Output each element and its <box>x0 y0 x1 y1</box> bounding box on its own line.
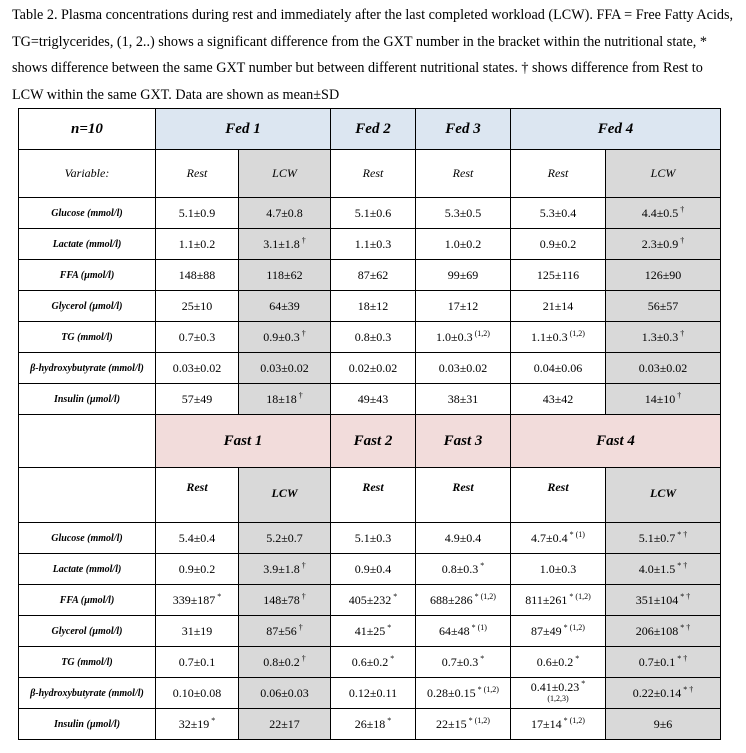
value-cell <box>416 709 511 740</box>
cell-value: 4.4±0.5 <box>641 205 679 220</box>
value-cell <box>511 709 606 740</box>
cell-value: 9±6 <box>653 716 673 731</box>
variable-name: Lactate (mmol/l) <box>19 229 156 260</box>
value-cell <box>416 678 511 709</box>
value-cell <box>156 260 239 291</box>
cell-annotation: * † <box>678 591 691 601</box>
cell-annotation: † <box>299 328 306 338</box>
cell-annotation: † <box>299 235 306 245</box>
cell-value: 5.3±0.5 <box>444 205 482 220</box>
cell-value: 3.1±1.8 <box>263 236 300 251</box>
fed-group-header: Fed 4 <box>511 109 721 150</box>
value-cell <box>416 322 511 353</box>
column-subheader: Rest <box>511 468 606 523</box>
subheader-row <box>19 150 721 198</box>
cell-annotation: † <box>678 328 685 338</box>
cell-annotation: * <box>388 653 395 663</box>
column-subheader: Rest <box>416 468 511 523</box>
fed-group-header: Fed 2 <box>331 109 416 150</box>
cell-value: 5.3±0.4 <box>539 205 577 220</box>
table-row <box>19 322 721 353</box>
cell-value: 1.1±0.3 <box>531 329 568 344</box>
value-cell <box>239 554 331 585</box>
cell-value: 26±18 <box>354 716 386 731</box>
value-cell <box>156 322 239 353</box>
value-cell <box>416 353 511 384</box>
cell-value: 17±12 <box>447 298 479 313</box>
cell-value: 4.7±0.4 <box>531 530 568 545</box>
table-row <box>19 647 721 678</box>
cell-annotation: † <box>678 204 685 214</box>
table-row <box>19 616 721 647</box>
table-row <box>19 353 721 384</box>
value-cell <box>331 322 416 353</box>
value-cell <box>511 554 606 585</box>
cell-value: 1.0±0.3 <box>539 561 577 576</box>
cell-value: 87±49 <box>531 623 562 638</box>
value-cell <box>156 678 239 709</box>
cell-value: 0.7±0.3 <box>178 329 216 344</box>
value-cell <box>511 229 606 260</box>
cell-annotation: * (1) <box>469 622 487 632</box>
cell-value: 0.41±0.23 <box>530 680 580 694</box>
cell-annotation: * † <box>678 622 691 632</box>
value-cell <box>156 353 239 384</box>
cell-value: 0.9±0.3 <box>263 329 300 344</box>
cell-value: 1.3±0.3 <box>641 329 679 344</box>
cell-value: 21±14 <box>542 298 574 313</box>
variable-label: Variable: <box>19 150 156 198</box>
value-cell <box>511 322 606 353</box>
table-row <box>19 709 721 740</box>
column-subheader: Rest <box>331 150 416 198</box>
n-label <box>19 415 156 468</box>
cell-value: 17±14 <box>531 716 562 731</box>
value-cell <box>416 585 511 616</box>
fast-group-header: Fast 2 <box>331 415 416 468</box>
value-cell <box>511 523 606 554</box>
value-cell <box>331 198 416 229</box>
cell-value: 0.03±0.02 <box>260 360 309 375</box>
table-row <box>19 229 721 260</box>
cell-value: 3.9±1.8 <box>263 561 300 576</box>
cell-value: 5.1±0.3 <box>354 530 392 545</box>
table-row <box>19 585 721 616</box>
cell-value: 126±90 <box>644 267 682 282</box>
plasma-table <box>18 108 721 740</box>
value-cell <box>239 198 331 229</box>
variable-name: FFA (µmol/l) <box>19 260 156 291</box>
cell-value: 688±286 <box>430 592 473 607</box>
value-cell <box>156 554 239 585</box>
value-cell <box>331 709 416 740</box>
cell-annotation: † <box>299 560 306 570</box>
value-cell <box>239 384 331 415</box>
table-row <box>19 523 721 554</box>
n-label: n=10 <box>19 109 156 150</box>
cell-value: 22±17 <box>269 716 300 731</box>
cell-annotation: * <box>579 679 586 688</box>
cell-value: 0.8±0.3 <box>354 329 392 344</box>
cell-annotation: † <box>296 622 303 632</box>
cell-annotation: * (1,2) <box>567 591 591 601</box>
cell-value: 0.9±0.2 <box>539 236 577 251</box>
value-cell <box>606 229 721 260</box>
cell-value: 87±62 <box>357 267 389 282</box>
value-cell <box>239 616 331 647</box>
column-subheader: Rest <box>331 468 416 523</box>
variable-name: Insulin (µmol/l) <box>19 709 156 740</box>
value-cell <box>239 353 331 384</box>
value-cell <box>511 260 606 291</box>
value-cell <box>239 260 331 291</box>
cell-value: 1.1±0.2 <box>178 236 216 251</box>
value-cell <box>606 616 721 647</box>
cell-annotation: * (1,2) <box>561 715 585 725</box>
cell-annotation-line2: (1,2,3) <box>547 694 569 703</box>
cell-value: 1.0±0.2 <box>444 236 482 251</box>
fast-group-header: Fast 4 <box>511 415 721 468</box>
value-cell <box>416 260 511 291</box>
cell-value: 18±18 <box>266 391 297 406</box>
value-cell <box>239 291 331 322</box>
value-cell <box>606 384 721 415</box>
cell-value: 5.1±0.6 <box>354 205 392 220</box>
table-row <box>19 198 721 229</box>
fed-group-row <box>19 109 721 150</box>
value-cell <box>511 353 606 384</box>
cell-value: 1.1±0.3 <box>354 236 392 251</box>
cell-value: 0.9±0.2 <box>178 561 216 576</box>
cell-value: 339±187 <box>172 592 216 607</box>
value-cell <box>156 616 239 647</box>
cell-annotation: * † <box>681 684 694 694</box>
cell-value: 0.8±0.2 <box>263 654 300 669</box>
cell-value: 56±57 <box>647 298 679 313</box>
value-cell <box>511 198 606 229</box>
cell-value: 0.12±0.11 <box>348 685 398 700</box>
value-cell <box>331 554 416 585</box>
value-cell <box>416 291 511 322</box>
cell-value: 0.03±0.02 <box>172 360 222 375</box>
fed-group-header: Fed 3 <box>416 109 511 150</box>
value-cell <box>331 260 416 291</box>
fast-group-header: Fast 3 <box>416 415 511 468</box>
value-cell <box>239 709 331 740</box>
table-row <box>19 554 721 585</box>
cell-value: 0.03±0.02 <box>438 360 488 375</box>
value-cell <box>511 647 606 678</box>
table-row <box>19 260 721 291</box>
cell-annotation: * (1,2) <box>475 684 499 694</box>
cell-value: 405±232 <box>348 592 392 607</box>
column-subheader: LCW <box>239 150 331 198</box>
cell-value: 148±88 <box>178 267 216 282</box>
table-row <box>19 678 721 709</box>
value-cell <box>606 260 721 291</box>
value-cell <box>331 678 416 709</box>
value-cell <box>239 229 331 260</box>
variable-name: TG (mmol/l) <box>19 322 156 353</box>
cell-value: 0.04±0.06 <box>533 360 583 375</box>
cell-annotation: * † <box>675 529 688 539</box>
value-cell <box>156 709 239 740</box>
cell-value: 4.7±0.8 <box>266 205 303 220</box>
column-subheader: LCW <box>606 150 721 198</box>
column-subheader: Rest <box>156 468 239 523</box>
cell-value: 0.6±0.2 <box>351 654 389 669</box>
value-cell <box>156 523 239 554</box>
cell-value: 0.28±0.15 <box>427 685 476 700</box>
cell-value: 5.1±0.7 <box>638 530 676 545</box>
cell-value: 87±56 <box>266 623 297 638</box>
subheader-row <box>19 468 721 523</box>
cell-value: 25±10 <box>181 298 213 313</box>
value-cell <box>416 554 511 585</box>
value-cell <box>606 198 721 229</box>
cell-value: 118±62 <box>266 267 303 282</box>
variable-name: Glucose (mmol/l) <box>19 523 156 554</box>
fast-group-row <box>19 415 721 468</box>
value-cell <box>606 322 721 353</box>
value-cell <box>156 198 239 229</box>
table-row <box>19 384 721 415</box>
cell-value: 0.22±0.14 <box>632 685 682 700</box>
value-cell <box>331 291 416 322</box>
cell-value: 351±104 <box>635 592 679 607</box>
cell-value: 0.8±0.3 <box>441 561 479 576</box>
cell-annotation: * <box>478 560 485 570</box>
cell-value: 0.02±0.02 <box>348 360 398 375</box>
value-cell <box>511 678 606 709</box>
value-cell <box>239 647 331 678</box>
cell-annotation: * <box>209 715 216 725</box>
value-cell <box>606 709 721 740</box>
cell-annotation: * <box>385 622 392 632</box>
cell-annotation: * <box>391 591 398 601</box>
cell-annotation: (1,2) <box>567 328 585 338</box>
fast-group-header: Fast 1 <box>156 415 331 468</box>
column-subheader: Rest <box>511 150 606 198</box>
value-cell <box>331 585 416 616</box>
value-cell <box>156 291 239 322</box>
value-cell <box>606 353 721 384</box>
cell-value: 206±108 <box>635 623 679 638</box>
cell-value: 18±12 <box>357 298 389 313</box>
value-cell <box>416 384 511 415</box>
cell-value: 38±31 <box>447 391 479 406</box>
cell-annotation: * (1,2) <box>466 715 490 725</box>
variable-name: β-hydroxybutyrate (mmol/l) <box>19 678 156 709</box>
cell-annotation: * <box>573 653 580 663</box>
cell-value: 5.1±0.9 <box>178 205 216 220</box>
cell-annotation: * <box>478 653 485 663</box>
cell-annotation: † <box>299 591 306 601</box>
variable-name: β-hydroxybutyrate (mmol/l) <box>19 353 156 384</box>
value-cell <box>156 647 239 678</box>
variable-name: Glycerol (µmol/l) <box>19 291 156 322</box>
value-cell <box>416 198 511 229</box>
cell-value: 0.10±0.08 <box>172 685 222 700</box>
cell-annotation: † <box>299 653 306 663</box>
variable-name: FFA (µmol/l) <box>19 585 156 616</box>
value-cell <box>156 229 239 260</box>
cell-value: 5.4±0.4 <box>178 530 216 545</box>
cell-value: 1.0±0.3 <box>436 329 473 344</box>
cell-value: 14±10 <box>644 391 676 406</box>
value-cell <box>239 322 331 353</box>
value-cell <box>239 523 331 554</box>
value-cell <box>331 353 416 384</box>
value-cell <box>156 585 239 616</box>
cell-annotation: † <box>678 235 685 245</box>
cell-value: 64±39 <box>269 298 300 313</box>
value-cell <box>331 229 416 260</box>
cell-annotation: * (1,2) <box>472 591 496 601</box>
variable-label <box>19 468 156 523</box>
cell-value: 43±42 <box>542 391 574 406</box>
table-caption: Table 2. Plasma concentrations during rest and immediately after the last completed workload (LCW). FFA = Free Fatty Acids, TG=triglycerides, (1, 2..) shows a significant difference from the GXT number in the bracket within the nutritional state, * shows difference between the same GXT number but between different nutritional states. † shows difference from Rest to LCW within the same GXT. Data are shown as mean±SD <box>12 7 734 103</box>
value-cell <box>416 647 511 678</box>
cell-value: 0.7±0.1 <box>178 654 216 669</box>
value-cell <box>606 554 721 585</box>
table-row <box>19 291 721 322</box>
column-subheader: Rest <box>156 150 239 198</box>
cell-value: 99±69 <box>447 267 479 282</box>
value-cell <box>331 616 416 647</box>
column-subheader: Rest <box>416 150 511 198</box>
cell-value: 0.03±0.02 <box>638 360 688 375</box>
cell-value: 148±78 <box>263 592 300 607</box>
cell-annotation: (1,2) <box>472 328 490 338</box>
value-cell <box>416 616 511 647</box>
value-cell <box>239 678 331 709</box>
cell-annotation: * † <box>675 560 688 570</box>
cell-value: 32±19 <box>178 716 210 731</box>
cell-value: 125±116 <box>536 267 580 282</box>
cell-value: 49±43 <box>357 391 389 406</box>
value-cell <box>606 585 721 616</box>
value-cell <box>606 523 721 554</box>
cell-value: 4.9±0.4 <box>444 530 482 545</box>
cell-value: 22±15 <box>436 716 467 731</box>
cell-annotation: † <box>296 390 303 400</box>
cell-annotation: * (1,2) <box>561 622 585 632</box>
variable-name: Lactate (mmol/l) <box>19 554 156 585</box>
column-subheader: LCW <box>239 468 331 523</box>
cell-annotation: * <box>215 591 222 601</box>
cell-value: 31±19 <box>181 623 213 638</box>
cell-value: 41±25 <box>354 623 386 638</box>
value-cell <box>511 585 606 616</box>
value-cell <box>606 291 721 322</box>
cell-value: 4.0±1.5 <box>638 561 676 576</box>
cell-annotation: * <box>385 715 392 725</box>
cell-value: 811±261 <box>525 592 568 607</box>
value-cell <box>606 647 721 678</box>
value-cell <box>416 229 511 260</box>
value-cell <box>156 384 239 415</box>
column-subheader: LCW <box>606 468 721 523</box>
variable-name: Insulin (µmol/l) <box>19 384 156 415</box>
cell-value: 5.2±0.7 <box>266 530 303 545</box>
value-cell <box>511 291 606 322</box>
value-cell <box>416 523 511 554</box>
cell-annotation: * (1) <box>567 529 585 539</box>
cell-value: 64±48 <box>439 623 470 638</box>
variable-name: Glucose (mmol/l) <box>19 198 156 229</box>
value-cell <box>511 616 606 647</box>
cell-value: 0.7±0.3 <box>441 654 479 669</box>
value-cell <box>331 647 416 678</box>
value-cell <box>331 384 416 415</box>
value-cell <box>511 384 606 415</box>
cell-value: 0.7±0.1 <box>638 654 676 669</box>
value-cell <box>606 678 721 709</box>
cell-annotation: † <box>675 390 682 400</box>
value-cell <box>331 523 416 554</box>
cell-value: 57±49 <box>181 391 213 406</box>
cell-value: 0.9±0.4 <box>354 561 392 576</box>
cell-value: 2.3±0.9 <box>641 236 679 251</box>
cell-annotation: * † <box>675 653 688 663</box>
cell-value: 0.06±0.03 <box>260 685 309 700</box>
fed-group-header: Fed 1 <box>156 109 331 150</box>
variable-name: TG (mmol/l) <box>19 647 156 678</box>
cell-value: 0.6±0.2 <box>536 654 574 669</box>
variable-name: Glycerol (µmol/l) <box>19 616 156 647</box>
value-cell <box>239 585 331 616</box>
